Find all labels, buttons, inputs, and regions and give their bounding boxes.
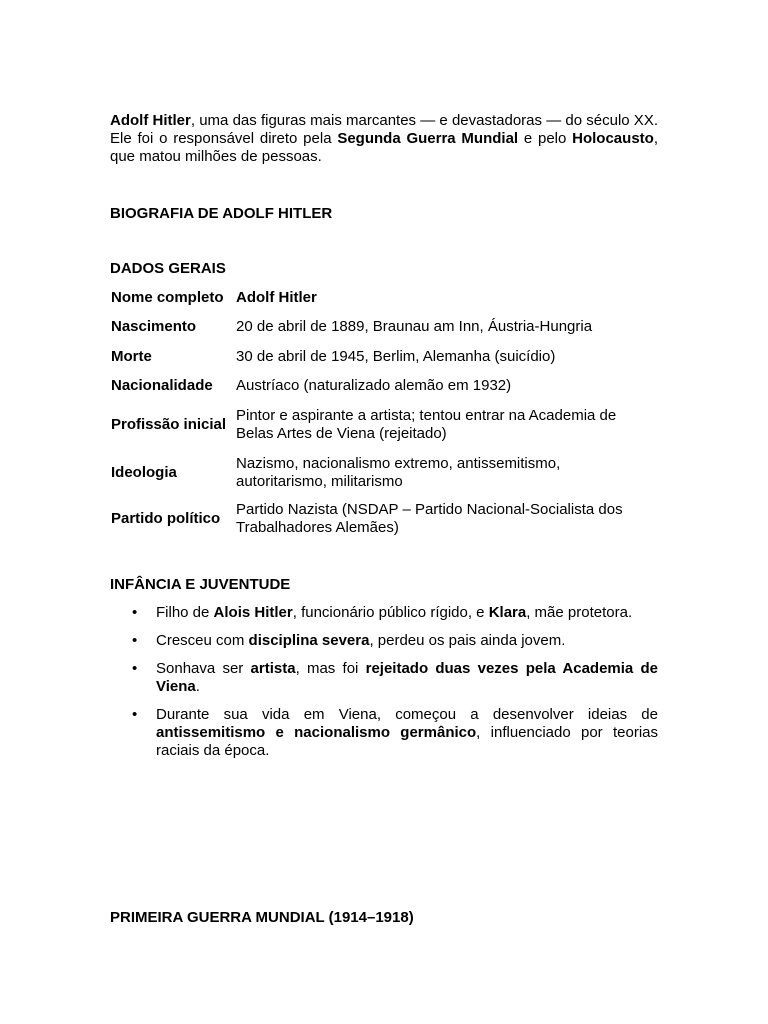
intro-text-1: , uma das figuras mais marcantes — e devastadoras — do século XX. Ele foi o responsável direto pela [110,112,658,147]
intro-paragraph [110,112,658,166]
item-text: Cresceu com [156,632,249,649]
intro-bold-war: Segunda Guerra Mundial [337,130,519,147]
row-value: Nazismo, nacionalismo extremo, antissemitismo, autoritarismo, militarismo [236,455,561,490]
heading-biografia: BIOGRAFIA DE ADOLF HITLER [110,205,333,222]
row-value: 20 de abril de 1889, Braunau am Inn, Áustria-Hungria [236,318,593,335]
heading-dados-gerais: DADOS GERAIS [110,260,226,277]
heading-infancia: INFÂNCIA E JUVENTUDE [110,576,291,593]
bullet-icon: • [132,632,138,649]
item-text: . [195,678,200,695]
item-bold: Alois Hitler [213,604,293,621]
item-bold: disciplina severa [248,632,370,649]
bullet-icon: • [132,604,138,621]
list-item [110,604,658,622]
row-label: Nome completo [111,289,224,306]
item-text: Filho de [156,604,214,621]
row-label: Partido político [111,510,221,527]
intro-bold-name: Adolf Hitler [110,112,191,129]
heading-primeira-guerra: PRIMEIRA GUERRA MUNDIAL (1914–1918) [110,909,414,926]
row-label: Nacionalidade [111,376,213,394]
item-text: , influenciado por teorias raciais da época. [156,724,659,759]
row-label: Ideologia [111,464,177,481]
infancia-list [110,604,658,770]
item-text: , funcionário público rígido, e [292,604,489,621]
list-item [110,632,658,650]
item-text: , perdeu os pais ainda jovem. [369,632,566,649]
table-row [109,286,629,312]
dados-gerais-table [109,286,629,542]
row-value: Pintor e aspirante a artista; tentou entrar na Academia de Belas Artes de Viena (rejeitado) [236,407,617,442]
row-value-bold: Adolf Hitler [236,289,317,306]
list-item [110,660,658,696]
bullet-icon: • [132,706,138,723]
item-bold: rejeitado duas vezes pela Academia de Viena [156,660,658,695]
item-bold: Klara [488,604,527,621]
row-value: Partido Nazista (NSDAP – Partido Nacional-Socialista dos Trabalhadores Alemães) [236,501,623,536]
row-label: Profissão inicial [111,416,227,433]
table-row [109,371,629,400]
table-row [109,400,629,450]
table-row [109,312,629,342]
row-value: 30 de abril de 1945, Berlim, Alemanha (suicídio) [236,347,556,365]
intro-text-3: , que matou milhões de pessoas. [110,130,658,165]
row-label: Nascimento [111,318,197,335]
row-value: Austríaco (naturalizado alemão em 1932) [236,376,512,394]
row-value [236,286,629,312]
item-bold: antissemitismo e nacionalismo germânico [156,724,477,741]
item-text: Durante sua vida em Viena, começou a desenvolver ideias de [156,706,658,723]
table-row [109,496,629,542]
bullet-icon: • [132,660,138,677]
item-bold: artista [250,660,296,677]
table-row [109,342,629,371]
table-row [109,450,629,496]
intro-text-2: e pelo [518,130,573,147]
item-text: Sonhava ser [156,660,251,677]
item-text: , mãe protetora. [526,604,633,621]
row-label: Morte [111,347,152,365]
intro-bold-holocaust: Holocausto [572,130,654,147]
item-text: , mas foi [295,660,366,677]
list-item [110,706,658,760]
